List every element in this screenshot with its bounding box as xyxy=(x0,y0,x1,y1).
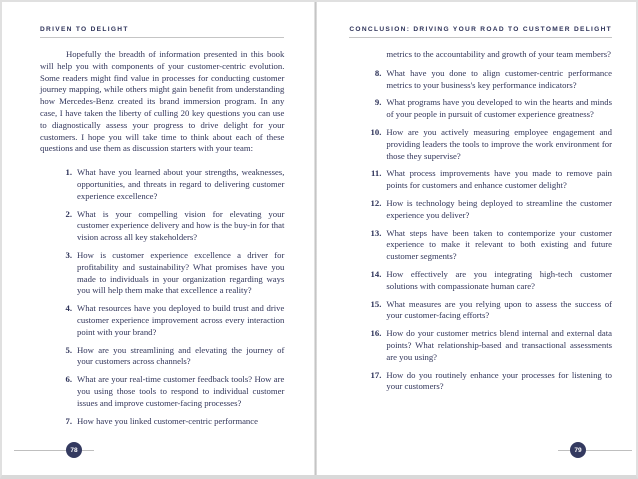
question-number: 8. xyxy=(374,67,382,78)
question-item xyxy=(361,168,612,192)
question-number: 12. xyxy=(370,197,382,208)
question-text: How is technology being deployed to streamline the customer experience you deliver? xyxy=(386,197,612,220)
question-item xyxy=(361,370,612,394)
question-text: How have you linked customer-centric performance xyxy=(77,415,258,426)
question-text: What programs have you developed to win the hearts and minds of your people in pursuit of customer experience greatness? xyxy=(386,97,612,120)
page-number-rule xyxy=(82,450,94,451)
page-number-badge: 79 xyxy=(570,442,586,458)
question-number: 9. xyxy=(374,97,382,108)
question-text: What is your compelling vision for elevating your customer experience delivery and how is the buy-in for that vision across all key stakeholders? xyxy=(77,208,285,243)
question-list-left xyxy=(40,167,284,427)
page-number-right xyxy=(558,442,632,458)
question-text: What are your real-time customer feedback tools? How are you using those tools to respond to individual customer issues and improve customer-facing processes? xyxy=(77,374,285,408)
question-item xyxy=(52,250,284,297)
question-text: How effectively are you integrating high-tech customer solutions with compassionate human care? xyxy=(386,268,612,291)
question-item xyxy=(361,68,612,92)
question-item xyxy=(361,198,612,222)
page-number-left xyxy=(14,442,94,458)
question-number: 4. xyxy=(65,303,72,314)
question-item xyxy=(361,97,612,121)
question-text: How are you streamlining and elevating the journey of your customers across channels? xyxy=(77,344,285,367)
question-list-right xyxy=(349,68,612,393)
question-text: What steps have been taken to contemporize your customer experience to make it relevant to both existing and future customer segments? xyxy=(386,227,612,262)
question-text: How do you routinely enhance your processes for listening to your customers? xyxy=(386,369,612,392)
page-number-rule xyxy=(586,450,632,451)
question-item xyxy=(361,299,612,323)
question-text: What process improvements have you made to remove pain points for customers and enhance customer delight? xyxy=(386,168,612,191)
question-item xyxy=(52,303,284,338)
question-number: 17. xyxy=(370,369,382,380)
question-number: 15. xyxy=(370,298,382,309)
question-number: 7. xyxy=(65,415,72,426)
page-number-rule xyxy=(558,450,570,451)
question-number: 3. xyxy=(65,249,72,260)
running-head-right: CONCLUSION: DRIVING YOUR ROAD TO CUSTOMER DELIGHT xyxy=(349,26,612,33)
intro-paragraph: Hopefully the breadth of information presented in this book will help you with components of your customer-centric evolution. Some readers might find value in processes for conducting customer journey mapping, while others might gain benefit from understanding how Mercedes-Benz created its brand immersion program. In any case, I have taken the liberty of culling 20 key questions you can use to diagnostically assess your progress to drive delight for your customers. I hope you will take time to think about each of these questions and use them as discussion starters with your team: xyxy=(40,49,285,154)
continuation-paragraph: metrics to the accountability and growth of your team members? xyxy=(386,49,611,59)
question-item xyxy=(361,127,612,162)
question-item xyxy=(52,167,284,202)
question-number: 13. xyxy=(370,227,382,238)
question-number: 2. xyxy=(65,208,72,219)
question-number: 10. xyxy=(370,126,382,137)
question-item xyxy=(52,416,284,428)
question-item xyxy=(361,269,612,293)
question-text: What measures are you relying upon to assess the success of your customer-facing efforts? xyxy=(386,298,612,321)
header-rule-right xyxy=(349,37,612,38)
question-item xyxy=(361,328,612,363)
question-number: 5. xyxy=(65,344,72,355)
question-number: 6. xyxy=(65,374,72,385)
page-left xyxy=(2,2,314,475)
running-head-left: DRIVEN TO DELIGHT xyxy=(40,26,129,33)
question-number: 14. xyxy=(370,268,382,279)
question-item xyxy=(52,345,284,369)
question-text: How are you actively measuring employee engagement and providing leaders the tools to improve the work environment for those they supervise? xyxy=(386,126,612,161)
page-number-badge: 78 xyxy=(66,442,82,458)
question-text: What have you done to align customer-centric performance metrics to your business's key performance indicators? xyxy=(386,67,612,90)
question-item xyxy=(52,374,284,409)
question-text: How is customer experience excellence a driver for profitability and sustainability? What promises have you made to individuals in your organization regarding ways you will help them make that excellence a reality? xyxy=(77,249,285,296)
question-number: 1. xyxy=(65,167,72,178)
question-number: 16. xyxy=(370,328,382,339)
question-item xyxy=(52,209,284,244)
question-number: 11. xyxy=(370,168,382,179)
page-number-rule xyxy=(14,450,66,451)
question-text: What have you learned about your strengths, weaknesses, opportunities, and threats in regard to delivering customer experience excellence? xyxy=(77,167,285,201)
question-text: How do your customer metrics blend internal and external data points? What relationship-based and transactional assessments are you using? xyxy=(386,328,612,362)
question-text: What resources have you deployed to build trust and drive customer experience improvement across every interaction point with your brand? xyxy=(77,303,285,337)
question-item xyxy=(361,228,612,263)
page-right xyxy=(317,2,636,475)
header-rule-left xyxy=(40,37,284,38)
